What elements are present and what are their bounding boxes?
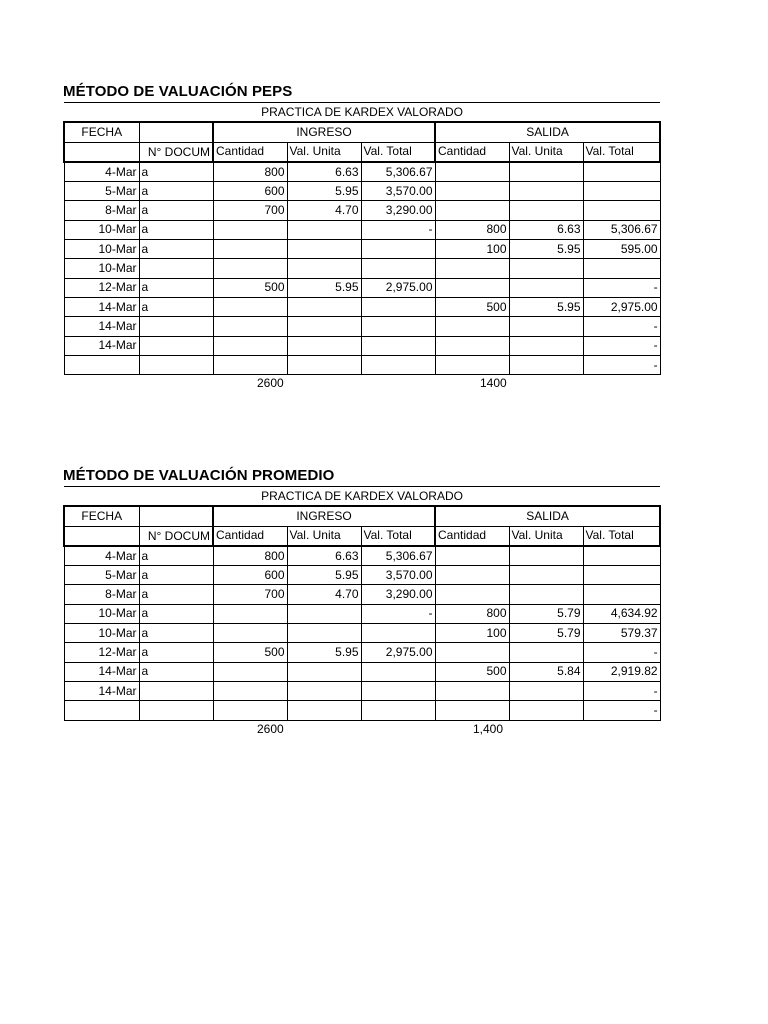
kardex-table — [63, 486, 661, 721]
ndoc-cell: a — [139, 182, 213, 201]
salida-cantidad-cell — [435, 681, 509, 700]
salida-cantidad-cell: 800 — [435, 220, 509, 239]
salida-val-total-cell — [583, 546, 660, 566]
ingreso-total: 2600 — [257, 376, 284, 391]
salida-cantidad-cell: 100 — [435, 240, 509, 259]
salida-cantidad-cell: 500 — [435, 662, 509, 681]
section-heading: MÉTODO DE VALUACIÓN PROMEDIO — [63, 467, 335, 484]
salida-val-total-cell: - — [583, 681, 660, 700]
table-title: PRACTICA DE KARDEX VALORADO — [64, 103, 660, 123]
ndoc-cell: a — [139, 278, 213, 297]
fecha-cell: 8-Mar — [64, 585, 139, 604]
ingreso-val-total-header: Val. Total — [361, 526, 435, 546]
ingreso-val-total-cell — [361, 662, 435, 681]
table-row — [64, 643, 660, 662]
fecha-cell: 4-Mar — [64, 162, 139, 182]
table-title: PRACTICA DE KARDEX VALORADO — [64, 487, 660, 507]
salida-val-unita-cell — [509, 546, 583, 566]
salida-val-total-cell: 579.37 — [583, 624, 660, 643]
salida-val-unita-cell — [509, 681, 583, 700]
salida-cantidad-cell — [435, 278, 509, 297]
ingreso-cantidad-cell: 500 — [213, 278, 287, 297]
salida-cantidad-cell — [435, 201, 509, 220]
table-row — [64, 546, 660, 566]
salida-val-total-cell — [583, 259, 660, 278]
fecha-header-bottom — [64, 526, 139, 546]
salida-header: SALIDA — [435, 122, 660, 142]
table-row — [64, 566, 660, 585]
ingreso-val-total-cell: 2,975.00 — [361, 643, 435, 662]
ingreso-val-total-cell — [361, 701, 435, 720]
title-row — [64, 487, 660, 507]
ingreso-val-total-cell: 3,290.00 — [361, 585, 435, 604]
ingreso-cantidad-cell: 700 — [213, 585, 287, 604]
ingreso-header: INGRESO — [213, 122, 435, 142]
ingreso-cantidad-cell — [213, 336, 287, 355]
salida-cantidad-cell — [435, 162, 509, 182]
salida-val-total-cell: - — [583, 278, 660, 297]
ingreso-val-total-cell — [361, 336, 435, 355]
totals-row — [63, 375, 659, 393]
salida-val-total-cell: 595.00 — [583, 240, 660, 259]
fecha-cell: 10-Mar — [64, 604, 139, 623]
ndoc-cell: a — [139, 566, 213, 585]
ingreso-val-unita-cell — [287, 681, 361, 700]
salida-val-unita-cell: 5.79 — [509, 604, 583, 623]
salida-cantidad-cell — [435, 317, 509, 336]
table-row — [64, 162, 660, 182]
salida-val-total-cell: - — [583, 355, 660, 374]
ingreso-cantidad-cell — [213, 240, 287, 259]
ndoc-cell: a — [139, 643, 213, 662]
salida-val-total-cell: - — [583, 701, 660, 720]
ndoc-cell — [139, 701, 213, 720]
salida-cantidad-cell — [435, 336, 509, 355]
salida-cantidad-cell — [435, 182, 509, 201]
fecha-cell: 10-Mar — [64, 624, 139, 643]
salida-val-unita-header: Val. Unita — [509, 142, 583, 162]
fecha-cell: 10-Mar — [64, 240, 139, 259]
title-row — [64, 103, 660, 123]
ingreso-cantidad-header: Cantidad — [213, 142, 287, 162]
ndoc-cell — [139, 317, 213, 336]
fecha-cell — [64, 355, 139, 374]
ndoc-cell — [139, 355, 213, 374]
promedio-section — [63, 466, 659, 739]
ingreso-cantidad-cell — [213, 259, 287, 278]
header-row — [64, 122, 660, 142]
salida-val-unita-cell — [509, 259, 583, 278]
fecha-cell: 14-Mar — [64, 317, 139, 336]
ingreso-val-unita-cell: 4.70 — [287, 201, 361, 220]
section-heading: MÉTODO DE VALUACIÓN PEPS — [63, 83, 293, 100]
salida-cantidad-cell — [435, 701, 509, 720]
ingreso-val-total-cell: 3,290.00 — [361, 201, 435, 220]
ingreso-cantidad-cell — [213, 220, 287, 239]
ingreso-cantidad-cell — [213, 317, 287, 336]
salida-header: SALIDA — [435, 506, 660, 526]
ndoc-cell: a — [139, 604, 213, 623]
ingreso-cantidad-cell — [213, 662, 287, 681]
ingreso-cantidad-cell: 600 — [213, 566, 287, 585]
salida-cantidad-cell — [435, 643, 509, 662]
ndoc-cell: a — [139, 162, 213, 182]
ingreso-cantidad-cell: 600 — [213, 182, 287, 201]
salida-val-total-cell: - — [583, 336, 660, 355]
salida-val-unita-cell: 6.63 — [509, 220, 583, 239]
table-row — [64, 201, 660, 220]
salida-val-unita-cell — [509, 643, 583, 662]
ingreso-cantidad-cell: 700 — [213, 201, 287, 220]
salida-val-unita-cell — [509, 336, 583, 355]
table-row — [64, 662, 660, 681]
ingreso-val-total-cell — [361, 624, 435, 643]
ingreso-val-total-cell — [361, 259, 435, 278]
ingreso-val-unita-cell: 4.70 — [287, 585, 361, 604]
salida-val-total-cell — [583, 182, 660, 201]
header-row — [64, 506, 660, 526]
salida-val-unita-cell: 5.84 — [509, 662, 583, 681]
ndoc-cell: a — [139, 585, 213, 604]
ndoc-cell: a — [139, 297, 213, 316]
salida-cantidad-cell: 500 — [435, 297, 509, 316]
salida-val-unita-header: Val. Unita — [509, 526, 583, 546]
salida-cantidad-cell: 100 — [435, 624, 509, 643]
salida-val-total-header: Val. Total — [583, 142, 660, 162]
table-row — [64, 278, 660, 297]
salida-val-unita-cell: 5.95 — [509, 297, 583, 316]
ingreso-val-total-cell: 5,306.67 — [361, 162, 435, 182]
salida-total: 1,400 — [473, 721, 504, 736]
ingreso-val-total-cell — [361, 317, 435, 336]
table-row — [64, 624, 660, 643]
fecha-cell: 10-Mar — [64, 220, 139, 239]
fecha-cell: 14-Mar — [64, 662, 139, 681]
totals-row — [63, 721, 659, 739]
ingreso-val-unita-cell — [287, 317, 361, 336]
ingreso-val-total-cell — [361, 355, 435, 374]
ingreso-val-unita-cell: 5.95 — [287, 278, 361, 297]
ingreso-val-unita-cell — [287, 624, 361, 643]
table-row — [64, 182, 660, 201]
fecha-header: FECHA — [64, 506, 139, 526]
fecha-header-bottom — [64, 142, 139, 162]
ingreso-val-unita-cell: 6.63 — [287, 546, 361, 566]
ingreso-val-total-cell: - — [361, 604, 435, 623]
ingreso-val-total-cell: 3,570.00 — [361, 566, 435, 585]
ingreso-cantidad-cell: 500 — [213, 643, 287, 662]
salida-cantidad-header: Cantidad — [435, 142, 509, 162]
ingreso-val-total-cell — [361, 297, 435, 316]
fecha-cell: 5-Mar — [64, 182, 139, 201]
salida-cantidad-cell — [435, 585, 509, 604]
salida-val-unita-cell — [509, 566, 583, 585]
table-row — [64, 259, 660, 278]
ingreso-val-total-cell: 2,975.00 — [361, 278, 435, 297]
fecha-cell: 12-Mar — [64, 643, 139, 662]
salida-val-total-cell: 5,306.67 — [583, 220, 660, 239]
salida-val-total-cell — [583, 201, 660, 220]
salida-cantidad-cell — [435, 546, 509, 566]
fecha-cell: 14-Mar — [64, 681, 139, 700]
fecha-header: FECHA — [64, 122, 139, 142]
salida-val-unita-cell — [509, 585, 583, 604]
subheader-row — [64, 142, 660, 162]
ndoc-cell: a — [139, 662, 213, 681]
salida-val-unita-cell — [509, 701, 583, 720]
table-row — [64, 317, 660, 336]
salida-cantidad-cell — [435, 259, 509, 278]
salida-val-unita-cell: 5.79 — [509, 624, 583, 643]
table-row — [64, 604, 660, 623]
salida-val-total-header: Val. Total — [583, 526, 660, 546]
ingreso-val-unita-header: Val. Unita — [287, 142, 361, 162]
ingreso-val-unita-cell — [287, 701, 361, 720]
table-row — [64, 220, 660, 239]
ingreso-val-total-cell — [361, 240, 435, 259]
ndoc-header: N° DOCUM — [139, 526, 213, 546]
ingreso-val-unita-cell — [287, 336, 361, 355]
fecha-cell: 12-Mar — [64, 278, 139, 297]
salida-val-total-cell: 4,634.92 — [583, 604, 660, 623]
salida-cantidad-cell: 800 — [435, 604, 509, 623]
ndoc-cell: a — [139, 624, 213, 643]
ingreso-val-unita-cell: 6.63 — [287, 162, 361, 182]
ndoc-cell: a — [139, 220, 213, 239]
ingreso-cantidad-cell — [213, 297, 287, 316]
ingreso-header: INGRESO — [213, 506, 435, 526]
ingreso-val-total-cell: 5,306.67 — [361, 546, 435, 566]
table-row — [64, 681, 660, 700]
table-row — [64, 240, 660, 259]
salida-val-unita-cell — [509, 317, 583, 336]
salida-val-unita-cell — [509, 355, 583, 374]
ndoc-header-top — [139, 506, 213, 526]
fecha-cell: 14-Mar — [64, 336, 139, 355]
ndoc-cell: a — [139, 546, 213, 566]
ingreso-val-total-cell: - — [361, 220, 435, 239]
salida-val-total-cell: 2,919.82 — [583, 662, 660, 681]
ingreso-val-unita-cell — [287, 604, 361, 623]
subheader-row — [64, 526, 660, 546]
ingreso-cantidad-cell — [213, 681, 287, 700]
fecha-cell: 5-Mar — [64, 566, 139, 585]
ingreso-cantidad-cell — [213, 701, 287, 720]
ingreso-val-unita-cell — [287, 220, 361, 239]
ndoc-header-top — [139, 122, 213, 142]
ingreso-cantidad-cell — [213, 355, 287, 374]
table-row — [64, 297, 660, 316]
ingreso-val-unita-cell — [287, 240, 361, 259]
salida-val-unita-cell — [509, 278, 583, 297]
ingreso-val-total-cell — [361, 681, 435, 700]
ingreso-val-unita-cell — [287, 259, 361, 278]
ingreso-val-unita-cell: 5.95 — [287, 566, 361, 585]
ingreso-cantidad-cell: 800 — [213, 162, 287, 182]
ingreso-cantidad-cell: 800 — [213, 546, 287, 566]
ingreso-val-unita-cell — [287, 662, 361, 681]
salida-cantidad-cell — [435, 566, 509, 585]
table-row — [64, 585, 660, 604]
salida-val-total-cell — [583, 162, 660, 182]
salida-val-unita-cell — [509, 162, 583, 182]
ingreso-val-unita-cell: 5.95 — [287, 182, 361, 201]
ingreso-total: 2600 — [257, 721, 284, 736]
salida-total: 1400 — [480, 376, 507, 391]
salida-cantidad-cell — [435, 355, 509, 374]
ndoc-cell — [139, 336, 213, 355]
salida-cantidad-header: Cantidad — [435, 526, 509, 546]
salida-val-unita-cell — [509, 182, 583, 201]
peps-section — [63, 82, 659, 393]
salida-val-total-cell: - — [583, 317, 660, 336]
ingreso-val-unita-cell — [287, 355, 361, 374]
salida-val-total-cell — [583, 585, 660, 604]
salida-val-unita-cell — [509, 201, 583, 220]
salida-val-total-cell — [583, 566, 660, 585]
fecha-cell — [64, 701, 139, 720]
salida-val-unita-cell: 5.95 — [509, 240, 583, 259]
fecha-cell: 4-Mar — [64, 546, 139, 566]
fecha-cell: 14-Mar — [64, 297, 139, 316]
ndoc-cell — [139, 259, 213, 278]
ingreso-val-unita-cell: 5.95 — [287, 643, 361, 662]
fecha-cell: 10-Mar — [64, 259, 139, 278]
ingreso-cantidad-header: Cantidad — [213, 526, 287, 546]
ndoc-cell — [139, 681, 213, 700]
ingreso-val-unita-cell — [287, 297, 361, 316]
ingreso-val-unita-header: Val. Unita — [287, 526, 361, 546]
ingreso-cantidad-cell — [213, 624, 287, 643]
table-row — [64, 336, 660, 355]
table-row — [64, 701, 660, 720]
fecha-cell: 8-Mar — [64, 201, 139, 220]
ingreso-val-total-cell: 3,570.00 — [361, 182, 435, 201]
ndoc-header: N° DOCUM — [139, 142, 213, 162]
ndoc-cell: a — [139, 201, 213, 220]
kardex-table — [63, 102, 661, 375]
ingreso-cantidad-cell — [213, 604, 287, 623]
ndoc-cell: a — [139, 240, 213, 259]
ingreso-val-total-header: Val. Total — [361, 142, 435, 162]
salida-val-total-cell: - — [583, 643, 660, 662]
table-row — [64, 355, 660, 374]
salida-val-total-cell: 2,975.00 — [583, 297, 660, 316]
